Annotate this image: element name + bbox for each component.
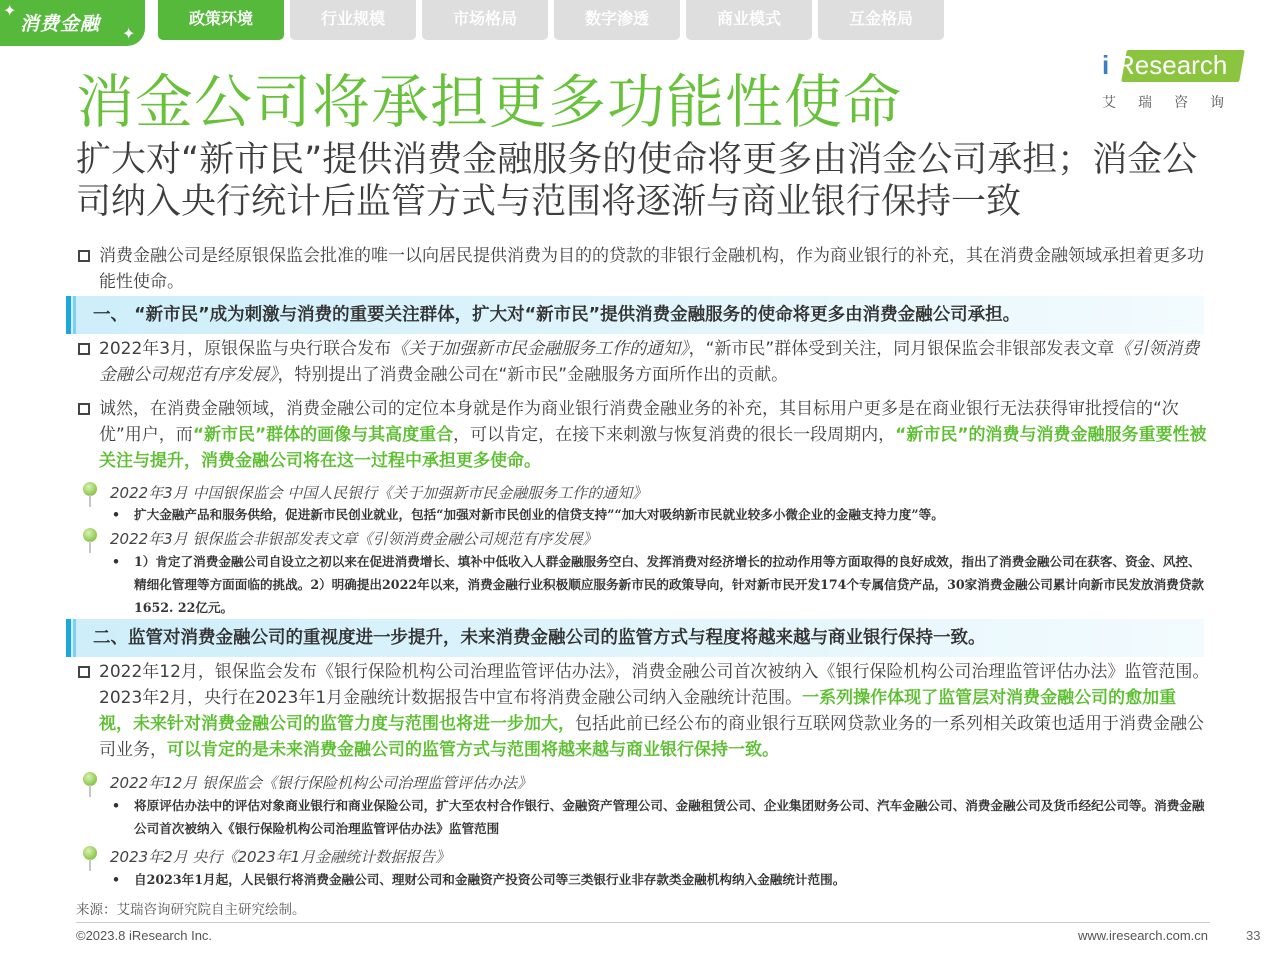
tab-industry-scale[interactable]: 行业规模: [290, 0, 416, 40]
text: 包括此前已经公布的商业银行互联网贷款业务的一系列相关政策也适用于消费金融公司业务，: [99, 714, 1204, 760]
text: 2022年3月，原银保监与央行联合发布: [99, 339, 392, 359]
pin-icon: [82, 772, 98, 798]
section-badge: [0, 0, 145, 46]
text: ，特别提出了消费金融公司在“新市民”金融服务方面所作出的贡献。: [277, 365, 789, 385]
dot-bullet-icon: •: [112, 507, 121, 522]
iresearch-logo: [1100, 48, 1245, 112]
reference-title: 2022年12月 银保监会《银行保险机构公司治理监管评估办法》: [110, 774, 533, 792]
pin-icon: [82, 846, 98, 872]
intro-paragraph: [76, 243, 1210, 295]
badge-label: 消费金融: [20, 13, 101, 35]
highlight-text: “新市民”群体的画像与其高度重合: [192, 425, 454, 445]
sparkle-icon: ✦: [3, 1, 17, 20]
dot-bullet-icon: •: [112, 798, 121, 813]
highlight-text: “新市民”的消费与消费金融服务重要性被关注与提升，消费金融公司将在这一过程中承担更多使命。: [99, 425, 1207, 471]
logo-i: i: [1102, 50, 1110, 80]
section-1-paragraph-1: [76, 336, 1210, 388]
reference-note: [110, 868, 1210, 891]
dot-bullet-icon: •: [112, 872, 121, 887]
highlight-text: 可以肯定的是未来消费金融公司的监管方式与范围将越来越与商业银行保持一致。: [167, 740, 779, 760]
reference-title: 2022年3月 中国银保监会 中国人民银行《关于加强新市民金融服务工作的通知》: [110, 484, 648, 502]
logo-chinese: 艾瑞咨询: [1102, 95, 1246, 111]
note-text: 1）肯定了消费金融公司自设立之初以来在促进消费增长、填补中低收入人群金融服务空白、发挥消费对经济增长的拉动作用等方面取得的良好成效，指出了消费金融公司在获客、资金、风控、精细化管理等方面面临的挑战。2）明确提出2022年以来，消费金融行业积极顺应服务新市民的政策导向，针对新市民开发174个专属信贷产品，30家消费金融公司累计向新市民发放消费贷款1652. 22亿元。: [134, 554, 1204, 615]
tab-fintech-landscape[interactable]: 互金格局: [818, 0, 944, 40]
footer-divider: [76, 922, 1210, 923]
tab-business-model[interactable]: 商业模式: [686, 0, 812, 40]
text: 诚然，在消费金融领域，消费金融公司的定位本身就是作为商业银行消费金融业务的补充，其目标用户更多是在商业银行无法获得审批授信的“次优”用户，而: [99, 399, 1179, 445]
note-text: 扩大金融产品和服务供给，促进新市民创业就业，包括“加强对新市民创业的信贷支持”“加大对吸纳新市民就业较多小微企业的金融支持力度”等。: [134, 507, 944, 522]
tab-policy[interactable]: 政策环境: [158, 0, 284, 40]
pin-icon: [82, 482, 98, 508]
tab-digital-penetration[interactable]: 数字渗透: [554, 0, 680, 40]
reference-title: 2022年3月 银保监会非银部发表文章《引领消费金融公司规范有序发展》: [110, 530, 598, 548]
reference-note: [110, 503, 1210, 526]
note-text: 自2023年1月起，人民银行将消费金融公司、理财公司和金融资产投资公司等三类银行业非存款类金融机构纳入金融统计范围。: [134, 872, 846, 887]
section-1-banner: 一、 “新市民”成为刺激与消费的重要关注群体，扩大对“新市民”提供消费金融服务的使命将更多由消费金融公司承担。: [66, 296, 1204, 334]
square-bullet-icon: [78, 250, 90, 262]
square-bullet-icon: [78, 666, 90, 678]
source-note: 来源：艾瑞咨询研究院自主研究绘制。: [76, 902, 306, 918]
text: ，“新市民”群体受到关注，同月银保监会非银部发表文章: [688, 339, 1115, 359]
section-1-paragraph-2: [76, 396, 1210, 474]
intro-text: 消费金融公司是经原银保监会批准的唯一以向居民提供消费为目的的贷款的非银行金融机构，作为商业银行的补充，其在消费金融领域承担着更多功能性使命。: [99, 246, 1204, 292]
reference-title: 2023年2月 央行《2023年1月金融统计数据报告》: [110, 848, 451, 866]
dot-bullet-icon: •: [112, 554, 121, 569]
reference-note: [110, 550, 1210, 619]
pin-icon: [82, 528, 98, 554]
reference-note: [110, 794, 1210, 840]
section-2-banner: 二、监管对消费金融公司的重视度进一步提升，未来消费金融公司的监管方式与程度将越来越与商业银行保持一致。: [66, 619, 1204, 657]
nav-tabs: [158, 0, 944, 40]
tab-market-landscape[interactable]: 市场格局: [422, 0, 548, 40]
logo-word: Research: [1116, 50, 1228, 80]
square-bullet-icon: [78, 343, 90, 355]
note-text: 将原评估办法中的评估对象商业银行和商业保险公司，扩大至农村合作银行、金融资产管理公司、金融租赁公司、企业集团财务公司、汽车金融公司、消费金融公司及货币经纪公司等。消费金融公司首次被纳入《银行保险机构公司治理监管评估办法》监管范围: [134, 798, 1205, 836]
doc-title: 《关于加强新市民金融服务工作的通知》: [391, 339, 689, 359]
doc-title: 《引领消费金融公司规范有序发展》: [99, 339, 1200, 385]
website-link[interactable]: www.iresearch.com.cn: [1077, 928, 1208, 943]
sparkle-icon: ✦: [122, 24, 136, 43]
highlight-text: 一系列操作体现了监管层对消费金融公司的愈加重视，未来针对消费金融公司的监管力度与范围也将进一步加大，: [99, 688, 1177, 734]
text: 2022年12月，银保监会发布《银行保险机构公司治理监管评估办法》，消费金融公司首次被纳入《银行保险机构公司治理监管评估办法》监管范围。2023年2月，央行在2023年1月金融统计数据报告中宣布将消费金融公司纳入金融统计范围。: [99, 662, 1210, 708]
copyright: ©2023.8 iResearch Inc.: [76, 928, 213, 943]
page-subtitle: 扩大对“新市民”提供消费金融服务的使命将更多由消金公司承担；消金公司纳入央行统计后监管方式与范围将逐渐与商业银行保持一致: [76, 140, 1198, 222]
square-bullet-icon: [78, 403, 90, 415]
page-number: 33: [1246, 928, 1261, 943]
page-title: 消金公司将承担更多功能性使命: [76, 68, 903, 136]
section-2-paragraph: [76, 659, 1210, 763]
text: ，可以肯定，在接下来刺激与恢复消费的很长一段周期内，: [453, 425, 896, 445]
